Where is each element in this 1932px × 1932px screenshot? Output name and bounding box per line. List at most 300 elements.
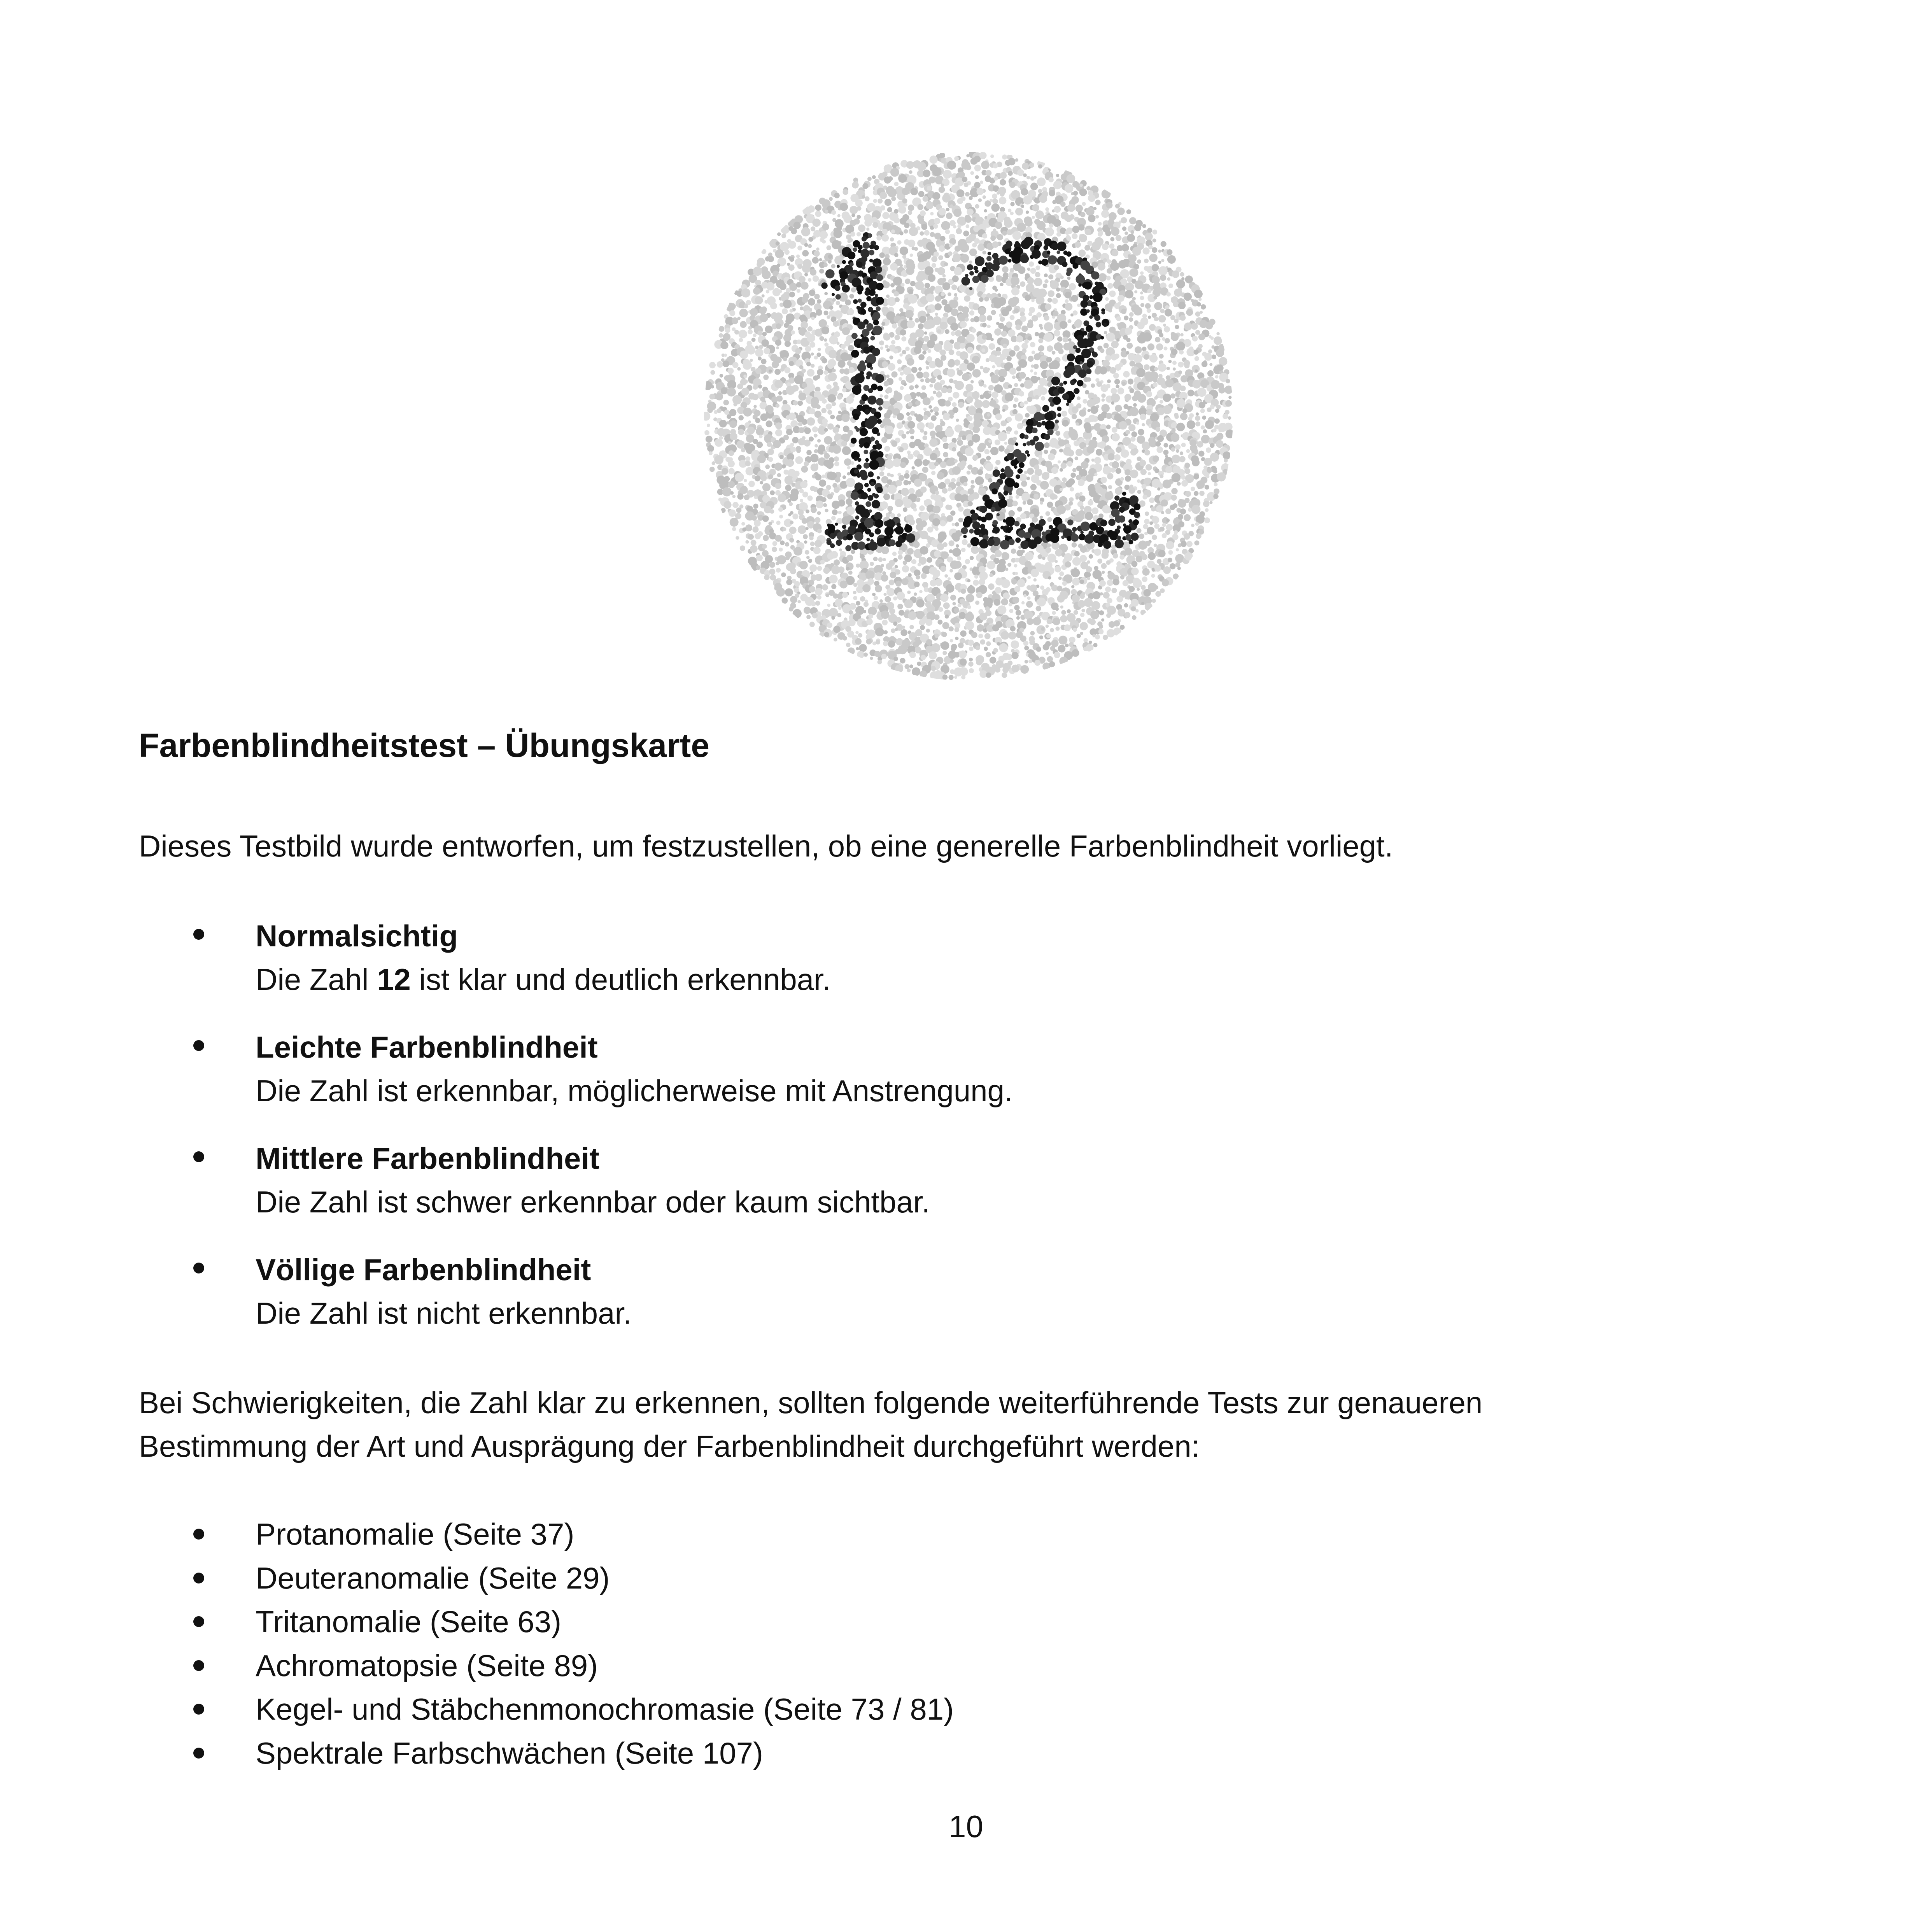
background-dot: [862, 584, 871, 592]
background-dot: [1173, 573, 1179, 579]
background-dot: [1047, 298, 1052, 303]
background-dot: [1167, 277, 1170, 281]
background-dot: [1038, 338, 1043, 343]
background-dot: [805, 346, 811, 352]
background-dot: [1098, 629, 1104, 634]
background-dot: [1020, 402, 1025, 407]
background-dot: [916, 575, 920, 580]
background-dot: [969, 658, 973, 662]
background-dot: [808, 559, 813, 563]
background-dot: [1014, 308, 1019, 314]
background-dot: [1046, 547, 1051, 553]
figure-dot: [848, 252, 855, 259]
background-dot: [940, 520, 946, 526]
background-dot: [1167, 292, 1171, 296]
background-dot: [801, 227, 811, 236]
figure-dot: [869, 510, 872, 513]
background-dot: [990, 236, 996, 241]
background-dot: [1194, 290, 1203, 298]
figure-dot: [866, 296, 871, 301]
background-dot: [1035, 395, 1039, 400]
background-dot: [872, 175, 876, 179]
background-dot: [1007, 660, 1012, 666]
background-dot: [888, 363, 895, 371]
figure-dot: [837, 265, 840, 268]
background-dot: [844, 458, 851, 466]
background-dot: [1210, 443, 1214, 448]
background-dot: [767, 408, 774, 414]
background-dot: [821, 475, 825, 478]
background-dot: [962, 539, 968, 545]
background-dot: [968, 501, 973, 506]
background-dot: [898, 206, 906, 214]
background-dot: [1107, 473, 1113, 479]
background-dot: [918, 563, 921, 567]
background-dot: [1021, 550, 1025, 554]
figure-dot: [866, 538, 870, 541]
background-dot: [1180, 385, 1186, 391]
background-dot: [941, 355, 946, 361]
background-dot: [784, 250, 790, 255]
background-dot: [978, 487, 986, 496]
background-dot: [807, 417, 815, 426]
background-dot: [984, 209, 987, 212]
background-dot: [778, 391, 782, 395]
background-dot: [1118, 295, 1125, 302]
background-dot: [955, 381, 964, 390]
background-dot: [851, 287, 856, 293]
background-dot: [831, 210, 836, 215]
background-dot: [949, 549, 953, 553]
background-dot: [1123, 371, 1130, 378]
background-dot: [1162, 523, 1166, 527]
background-dot: [1047, 290, 1054, 297]
background-dot: [834, 456, 839, 462]
background-dot: [1046, 357, 1052, 363]
background-dot: [1214, 489, 1219, 494]
background-dot: [1079, 580, 1084, 584]
background-dot: [1053, 495, 1058, 499]
background-dot: [1054, 206, 1061, 213]
background-dot: [975, 204, 979, 208]
background-dot: [1095, 634, 1100, 639]
background-dot: [798, 525, 806, 534]
background-dot: [944, 262, 948, 266]
background-dot: [1002, 266, 1009, 273]
background-dot: [808, 244, 812, 248]
background-dot: [991, 375, 1000, 384]
background-dot: [1054, 566, 1061, 573]
background-dot: [1140, 291, 1143, 294]
background-dot: [1049, 177, 1054, 182]
background-dot: [1178, 499, 1186, 508]
background-dot: [790, 447, 796, 452]
background-dot: [1009, 609, 1013, 613]
background-dot: [1198, 451, 1204, 457]
figure-dot: [869, 250, 874, 256]
background-dot: [790, 568, 796, 574]
background-dot: [1062, 420, 1069, 427]
background-dot: [1179, 350, 1184, 355]
background-dot: [1142, 224, 1146, 228]
background-dot: [990, 154, 994, 158]
background-dot: [1118, 260, 1127, 269]
background-dot: [1180, 333, 1183, 336]
background-dot: [808, 237, 813, 242]
background-dot: [1165, 309, 1172, 317]
background-dot: [969, 196, 973, 200]
background-dot: [1207, 407, 1212, 412]
background-dot: [967, 416, 973, 421]
background-dot: [1202, 415, 1207, 420]
figure-dot: [877, 476, 880, 480]
background-dot: [850, 294, 854, 299]
background-dot: [816, 309, 822, 316]
background-dot: [714, 455, 723, 464]
background-dot: [920, 429, 924, 433]
figure-dot: [980, 506, 987, 513]
background-dot: [744, 479, 747, 482]
background-dot: [1046, 587, 1051, 592]
background-dot: [841, 441, 847, 447]
figure-dot: [878, 406, 883, 411]
background-dot: [830, 415, 835, 419]
background-dot: [1090, 611, 1099, 620]
background-dot: [1008, 510, 1015, 517]
background-dot: [1078, 224, 1084, 231]
background-dot: [1115, 487, 1123, 495]
background-dot: [1145, 511, 1149, 516]
background-dot: [828, 254, 832, 259]
background-dot: [1080, 505, 1084, 510]
figure-dot: [1057, 242, 1067, 251]
background-dot: [884, 630, 888, 634]
background-dot: [946, 584, 954, 593]
background-dot: [1031, 569, 1039, 577]
background-dot: [957, 440, 963, 446]
figure-dot: [853, 299, 858, 304]
background-dot: [1112, 249, 1119, 256]
background-dot: [1116, 596, 1123, 603]
figure-dot: [1122, 492, 1126, 496]
figure-dot: [975, 256, 984, 266]
background-dot: [784, 367, 790, 373]
background-dot: [882, 361, 888, 368]
background-dot: [1088, 215, 1096, 222]
background-dot: [1058, 636, 1067, 645]
background-dot: [770, 302, 777, 309]
background-dot: [748, 329, 753, 335]
background-dot: [848, 648, 855, 655]
background-dot: [1172, 534, 1178, 540]
background-dot: [867, 177, 872, 181]
background-dot: [1121, 309, 1126, 314]
background-dot: [972, 369, 981, 378]
background-dot: [1101, 563, 1107, 569]
background-dot: [920, 520, 927, 527]
background-dot: [1131, 599, 1139, 607]
background-dot: [920, 210, 926, 216]
background-dot: [927, 186, 932, 191]
background-dot: [1027, 596, 1031, 600]
background-dot: [1172, 361, 1177, 365]
background-dot: [1084, 638, 1088, 643]
background-dot: [939, 186, 945, 193]
background-dot: [1089, 619, 1096, 625]
background-dot: [1216, 440, 1224, 448]
background-dot: [885, 596, 891, 603]
background-dot: [799, 427, 804, 433]
background-dot: [781, 233, 786, 238]
background-dot: [1140, 296, 1144, 300]
background-dot: [950, 639, 953, 643]
background-dot: [1118, 363, 1123, 368]
background-dot: [1191, 323, 1198, 330]
background-dot: [1172, 455, 1181, 464]
figure-dot: [1133, 519, 1139, 525]
background-dot: [1128, 378, 1133, 384]
background-dot: [791, 228, 797, 234]
background-dot: [738, 429, 744, 435]
background-dot: [1103, 592, 1110, 599]
background-dot: [817, 566, 822, 571]
background-dot: [795, 456, 803, 464]
figure-dot: [1094, 315, 1100, 321]
background-dot: [1072, 233, 1077, 239]
background-dot: [924, 331, 927, 335]
background-dot: [732, 527, 736, 531]
background-dot: [850, 232, 855, 237]
background-dot: [758, 385, 762, 389]
figure-dot: [861, 473, 868, 480]
figure-dot: [1131, 532, 1139, 541]
background-dot: [970, 485, 975, 489]
background-dot: [1150, 354, 1158, 362]
figure-dot: [862, 236, 867, 242]
background-dot: [1002, 667, 1009, 673]
background-dot: [768, 256, 774, 262]
background-dot: [736, 398, 742, 403]
background-dot: [1000, 317, 1005, 322]
background-dot: [995, 222, 1002, 229]
background-dot: [1006, 654, 1012, 660]
background-dot: [1011, 548, 1016, 554]
background-dot: [897, 604, 903, 609]
background-dot: [1053, 181, 1062, 189]
background-dot: [737, 493, 743, 499]
background-dot: [1154, 317, 1159, 321]
background-dot: [947, 388, 952, 393]
figure-dot: [857, 458, 861, 462]
background-dot: [1012, 409, 1018, 414]
background-dot: [899, 377, 902, 381]
severity-description: Die Zahl ist erkennbar, möglicherweise mit Anstrengung.: [256, 1074, 1013, 1108]
background-dot: [804, 440, 811, 447]
background-dot: [776, 562, 779, 565]
background-dot: [1069, 497, 1074, 502]
background-dot: [739, 309, 748, 317]
background-dot: [820, 632, 825, 637]
background-dot: [1057, 505, 1066, 515]
background-dot: [857, 651, 864, 658]
background-dot: [916, 497, 920, 502]
background-dot: [990, 199, 993, 202]
background-dot: [1049, 190, 1055, 196]
background-dot: [1215, 409, 1219, 413]
background-dot: [1132, 297, 1136, 301]
figure-dot: [852, 385, 861, 395]
background-dot: [949, 415, 954, 419]
figure-dot: [1086, 309, 1090, 313]
background-dot: [908, 611, 917, 620]
background-dot: [1074, 513, 1083, 522]
background-dot: [942, 651, 947, 655]
background-dot: [943, 170, 952, 179]
background-dot: [994, 599, 1001, 606]
background-dot: [1081, 461, 1089, 469]
background-dot: [835, 477, 840, 483]
background-dot: [932, 263, 936, 268]
background-dot: [1196, 533, 1201, 539]
background-dot: [870, 562, 874, 566]
background-dot: [775, 340, 781, 346]
background-dot: [1033, 578, 1037, 582]
figure-dot: [869, 244, 874, 249]
background-dot: [907, 421, 915, 429]
background-dot: [866, 618, 873, 625]
background-dot: [1085, 390, 1089, 394]
background-dot: [798, 401, 803, 406]
background-dot: [1055, 431, 1060, 436]
figure-dot: [1061, 536, 1065, 539]
background-dot: [817, 595, 821, 599]
background-dot: [1113, 579, 1119, 585]
background-dot: [710, 370, 715, 375]
figure-dot: [1004, 490, 1009, 496]
background-dot: [727, 414, 731, 419]
background-dot: [880, 205, 885, 210]
background-dot: [1030, 342, 1035, 347]
background-dot: [725, 328, 730, 333]
background-dot: [984, 647, 988, 651]
background-dot: [925, 283, 930, 288]
background-dot: [826, 384, 831, 389]
background-dot: [909, 519, 915, 525]
background-dot: [965, 384, 973, 392]
background-dot: [888, 640, 895, 648]
background-dot: [1019, 391, 1024, 396]
background-dot: [1026, 176, 1030, 179]
background-dot: [817, 511, 821, 515]
background-dot: [1105, 230, 1111, 236]
figure-dot: [1050, 534, 1059, 543]
background-dot: [1025, 219, 1033, 227]
background-dot: [732, 495, 736, 498]
background-dot: [796, 448, 801, 453]
background-dot: [948, 505, 953, 510]
background-dot: [1136, 368, 1146, 377]
background-dot: [997, 605, 1006, 614]
figure-dot: [1020, 540, 1029, 549]
figure-dot: [864, 518, 874, 528]
background-dot: [1044, 333, 1053, 342]
background-dot: [1011, 652, 1018, 659]
background-dot: [1071, 568, 1080, 577]
background-dot: [990, 657, 997, 664]
background-dot: [863, 610, 867, 613]
background-dot: [982, 250, 986, 254]
background-dot: [1106, 276, 1111, 280]
background-dot: [819, 258, 822, 261]
background-dot: [1013, 437, 1017, 441]
background-dot: [1149, 521, 1153, 525]
background-dot: [711, 385, 715, 389]
background-dot: [1057, 336, 1062, 342]
figure-dot: [867, 488, 871, 492]
background-dot: [1030, 183, 1038, 191]
background-dot: [1158, 550, 1166, 557]
background-dot: [804, 427, 811, 434]
figure-dot: [857, 290, 862, 294]
background-dot: [1147, 343, 1154, 350]
background-dot: [1034, 660, 1040, 666]
background-dot: [1111, 401, 1114, 405]
background-dot: [1014, 431, 1018, 435]
background-dot: [1074, 440, 1079, 446]
figure-dot: [961, 527, 968, 534]
background-dot: [932, 167, 942, 177]
background-dot: [814, 449, 818, 453]
figure-dot: [856, 428, 860, 432]
background-dot: [753, 287, 760, 295]
background-dot: [1130, 436, 1136, 442]
background-dot: [975, 476, 984, 485]
background-dot: [967, 347, 973, 354]
background-dot: [914, 479, 922, 487]
background-dot: [1121, 217, 1127, 223]
figure-dot: [870, 367, 873, 370]
background-dot: [1148, 315, 1151, 319]
figure-dot: [985, 513, 993, 520]
background-dot: [908, 573, 912, 577]
background-dot: [813, 230, 821, 238]
background-dot: [889, 560, 895, 566]
figure-dot: [869, 532, 874, 538]
background-dot: [994, 328, 1002, 336]
background-dot: [930, 453, 937, 460]
background-dot: [1099, 580, 1106, 587]
figure-dot: [1087, 361, 1093, 368]
figure-dot: [1100, 336, 1104, 340]
background-dot: [884, 381, 889, 386]
background-dot: [933, 506, 941, 513]
background-dot: [736, 440, 745, 449]
background-dot: [1021, 481, 1027, 487]
desc-after: ist klar und deutlich erkennbar.: [410, 962, 831, 997]
figure-dot: [851, 350, 859, 358]
background-dot: [1040, 585, 1044, 590]
background-dot: [1142, 495, 1147, 499]
background-dot: [1075, 205, 1083, 212]
background-dot: [1065, 299, 1069, 303]
background-dot: [965, 216, 972, 223]
background-dot: [1069, 637, 1075, 643]
background-dot: [884, 395, 888, 399]
background-dot: [865, 196, 870, 201]
background-dot: [1107, 268, 1112, 273]
background-dot: [960, 343, 965, 349]
background-dot: [846, 396, 854, 404]
